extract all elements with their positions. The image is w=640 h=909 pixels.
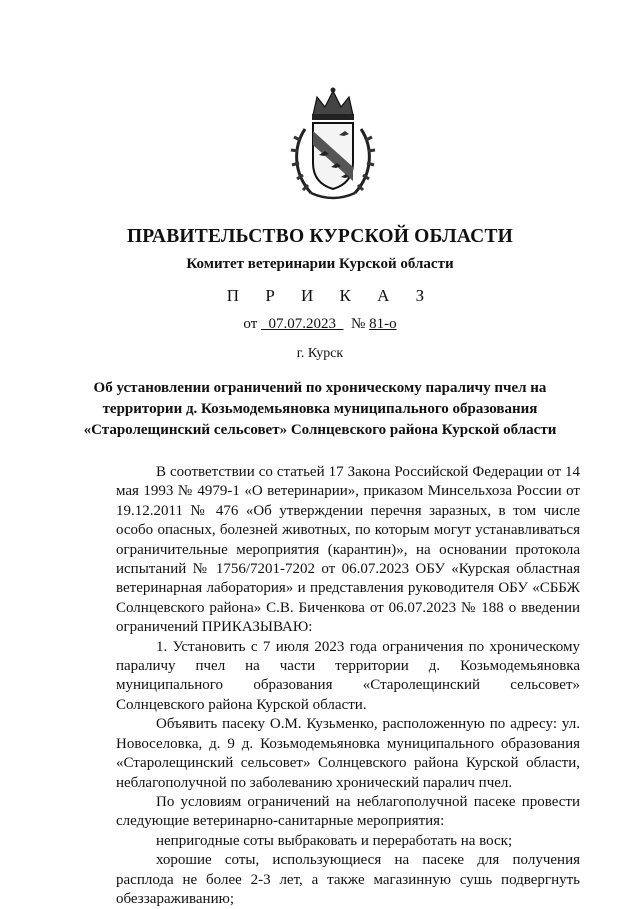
body-paragraph: По условиям ограничений на неблагополучной пасеке провести следующие ветеринарно-санитарные мероприятия: [116, 793, 580, 830]
order-body [116, 463, 580, 909]
body-paragraph: хорошие соты, использующиеся на пасеке для получения расплода не более 2-3 лет, а также магазинную сушь подвергнуть обеззараживанию; [116, 852, 580, 907]
subject-line: Об установлении ограничений по хроническому параличу пчел на [93, 380, 547, 396]
city: г. Курск [296, 346, 344, 361]
subject-line: «Старолещинский сельсовет» Солнцевского района Курской области [83, 422, 557, 438]
number-prefix: № [351, 316, 366, 332]
body-paragraph: непригодные соты выбраковать и переработать на воск; [156, 832, 513, 849]
date-number-line [0, 316, 640, 333]
date-prefix: от [243, 316, 258, 332]
body-paragraph: Объявить пасеку О.М. Кузьменко, расположенную по адресу: ул. Новоселовка, д. 9 д. Козьмодемьяновка муниципального образования «Старолещинский сельсовет» Солнцевского района Курской области, неблагополучной по заболеванию хронический паралич пчел. [116, 716, 580, 791]
government-title: ПРАВИТЕЛЬСТВО КУРСКОЙ ОБЛАСТИ [126, 226, 514, 247]
subject-line: территории д. Козьмодемьяновка муниципального образования [102, 401, 538, 417]
kursk-coat-of-arms-icon [283, 85, 383, 205]
body-paragraph: 1. Установить с 7 июля 2023 года ограничения по хроническому параличу пчел на части территории д. Козьмодемьяновка муниципального образования «Старолещинский сельсовет» Солнцевского района Курской области. [116, 638, 580, 713]
order-subject [0, 378, 640, 441]
order-number: 81-о [369, 316, 397, 332]
order-date: 07.07.2023 [268, 316, 337, 332]
committee-title: Комитет ветеринарии Курской области [186, 256, 454, 272]
body-paragraph: В соответствии со статьей 17 Закона Российской Федерации от 14 мая 1993 № 4979-1 «О ветеринарии», приказом Минсельхоза России от 19.12.2011 № 476 «Об утверждении перечня заразных, в том числе особо опасных, болезней животных, по которым могут устанавливаться ограничительные мероприятия (карантин)», на основании протокола испытаний № 1756/7201-7202 от 06.07.2023 ОБУ «Курская областная ветеринарная лаборатория» и представления руководителя ОБУ «СББЖ Солнцевского района» С.В. Биченкова от 06.07.2023 № 188 о введении ограничений ПРИКАЗЫВАЮ: [116, 464, 580, 636]
document-type: П Р И К А З [226, 286, 436, 305]
